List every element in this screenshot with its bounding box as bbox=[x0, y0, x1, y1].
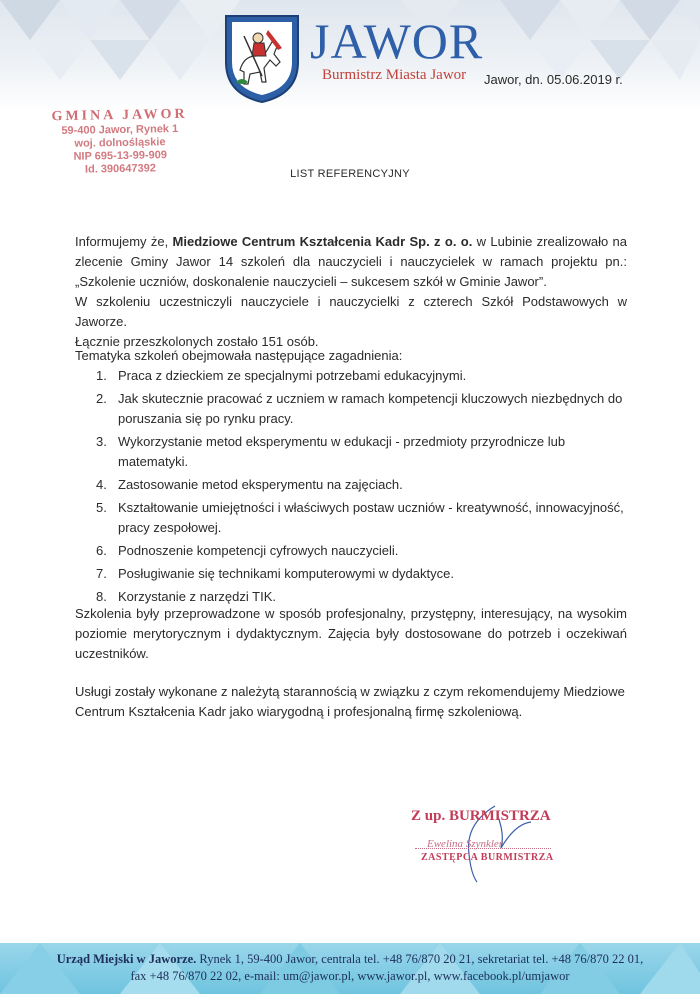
list-text: Kształtowanie umiejętności i właściwych postaw uczniów - kreatywność, innowacyjność, pracy zespołowej. bbox=[118, 500, 624, 535]
list-number: 2. bbox=[96, 391, 107, 406]
intro-line bbox=[75, 232, 627, 252]
intro-paragraph bbox=[75, 232, 627, 352]
list-item bbox=[75, 475, 635, 495]
brand-name: JAWOR bbox=[310, 13, 484, 69]
list-number: 3. bbox=[96, 434, 107, 449]
stamp-line: Id. 390647392 bbox=[84, 162, 157, 176]
list-text: Podnoszenie kompetencji cyfrowych nauczycieli. bbox=[118, 543, 399, 558]
quality-paragraph: Szkolenia były przeprowadzone w sposób profesjonalny, przystępny, interesujący, na wysokim poziomie merytorycznym i dydaktycznym. Zajęcia były dostosowane do potrzeb i oczekiwań uczestników. bbox=[75, 606, 627, 661]
company-name: Miedziowe Centrum Kształcenia Kadr Sp. z o. o. bbox=[172, 234, 473, 249]
signature-name: Ewelina Szynkler bbox=[427, 838, 504, 850]
stamp-line: GMINA JAWOR bbox=[51, 106, 188, 125]
footer-address: Rynek 1, 59-400 Jawor, centrala tel. +48 76/870 20 21, sekretariat tel. +48 76/870 22 01, bbox=[196, 952, 644, 966]
footer-line: fax +48 76/870 22 02, e-mail: um@jawor.pl, www.jawor.pl, www.facebook.pl/umjawor bbox=[130, 969, 570, 983]
list-item bbox=[75, 541, 635, 561]
list-item bbox=[75, 498, 635, 538]
list-text: Wykorzystanie metod eksperymentu w edukacji - przedmioty przyrodnicze lub matematyki. bbox=[118, 434, 566, 469]
municipality-stamp bbox=[49, 107, 190, 177]
list-item bbox=[75, 366, 635, 386]
signature-block bbox=[405, 804, 575, 880]
stamp-line: woj. dolnośląskie bbox=[74, 136, 166, 150]
list-number: 7. bbox=[96, 566, 107, 581]
list-number: 1. bbox=[96, 368, 107, 383]
list-text: Zastosowanie metod eksperymentu na zajęciach. bbox=[118, 477, 403, 492]
city-crest-icon bbox=[222, 12, 302, 104]
recommendation-paragraph: Usługi zostały wykonane z należytą starannością w związku z czym rekomendujemy Miedziowe Centrum Kształcenia Kadr jako wiarygodną i profesjonalną firmę szkoleniową. bbox=[75, 684, 625, 719]
footer-contact bbox=[0, 951, 700, 985]
list-number: 8. bbox=[96, 589, 107, 604]
place-date: Jawor, dn. 05.06.2019 r. bbox=[484, 72, 623, 87]
list-text: Posługiwanie się technikami komputerowymi w dydaktyce. bbox=[118, 566, 454, 581]
footer bbox=[0, 943, 700, 994]
list-number: 5. bbox=[96, 500, 107, 515]
list-text: Jak skutecznie pracować z uczniem w ramach kompetencji kluczowych niezbędnych do poruszania się po rynku pracy. bbox=[118, 391, 623, 426]
intro-line: zlecenie Gminy Jawor 14 szkoleń dla nauczycieli i nauczycielek w ramach projektu pn.: bbox=[75, 254, 627, 269]
intro-prefix: Informujemy że, bbox=[75, 234, 173, 249]
list-item bbox=[75, 389, 635, 429]
stamp-line: 59-400 Jawor, Rynek 1 bbox=[61, 122, 179, 138]
brand-subtitle: Burmistrz Miasta Jawor bbox=[322, 67, 467, 83]
list-text: Korzystanie z narzędzi TIK. bbox=[118, 589, 276, 604]
signature-authority: Z up. BURMISTRZA bbox=[411, 808, 551, 824]
intro-line: W szkoleniu uczestniczyli nauczyciele i nauczycielki z czterech Szkół Podstawowych w Jaworze. bbox=[75, 294, 627, 329]
intro-suffix: w Lubinie zrealizowało na bbox=[472, 234, 627, 249]
document-title: LIST REFERENCYJNY bbox=[290, 168, 410, 180]
list-number: 4. bbox=[96, 477, 107, 492]
signature-role: ZASTĘPCA BURMISTRZA bbox=[421, 852, 554, 863]
office-name: Urząd Miejski w Jaworze. bbox=[56, 952, 197, 966]
topics-list bbox=[75, 366, 635, 610]
list-text: Praca z dzieckiem ze specjalnymi potrzebami edukacyjnymi. bbox=[118, 368, 467, 383]
intro-line: Łącznie przeszkolonych zostało 151 osób. bbox=[75, 334, 319, 349]
footer-line bbox=[0, 951, 700, 968]
list-number: 6. bbox=[96, 543, 107, 558]
intro-line: „Szkolenie uczniów, doskonalenie nauczycieli – sukcesem szkół w Gminie Jawor”. bbox=[75, 274, 547, 289]
list-item bbox=[75, 564, 635, 584]
list-item bbox=[75, 432, 635, 472]
stamp-line: NIP 695-13-99-909 bbox=[73, 149, 168, 163]
topics-heading: Tematyka szkoleń obejmowała następujące zagadnienia: bbox=[75, 348, 403, 363]
